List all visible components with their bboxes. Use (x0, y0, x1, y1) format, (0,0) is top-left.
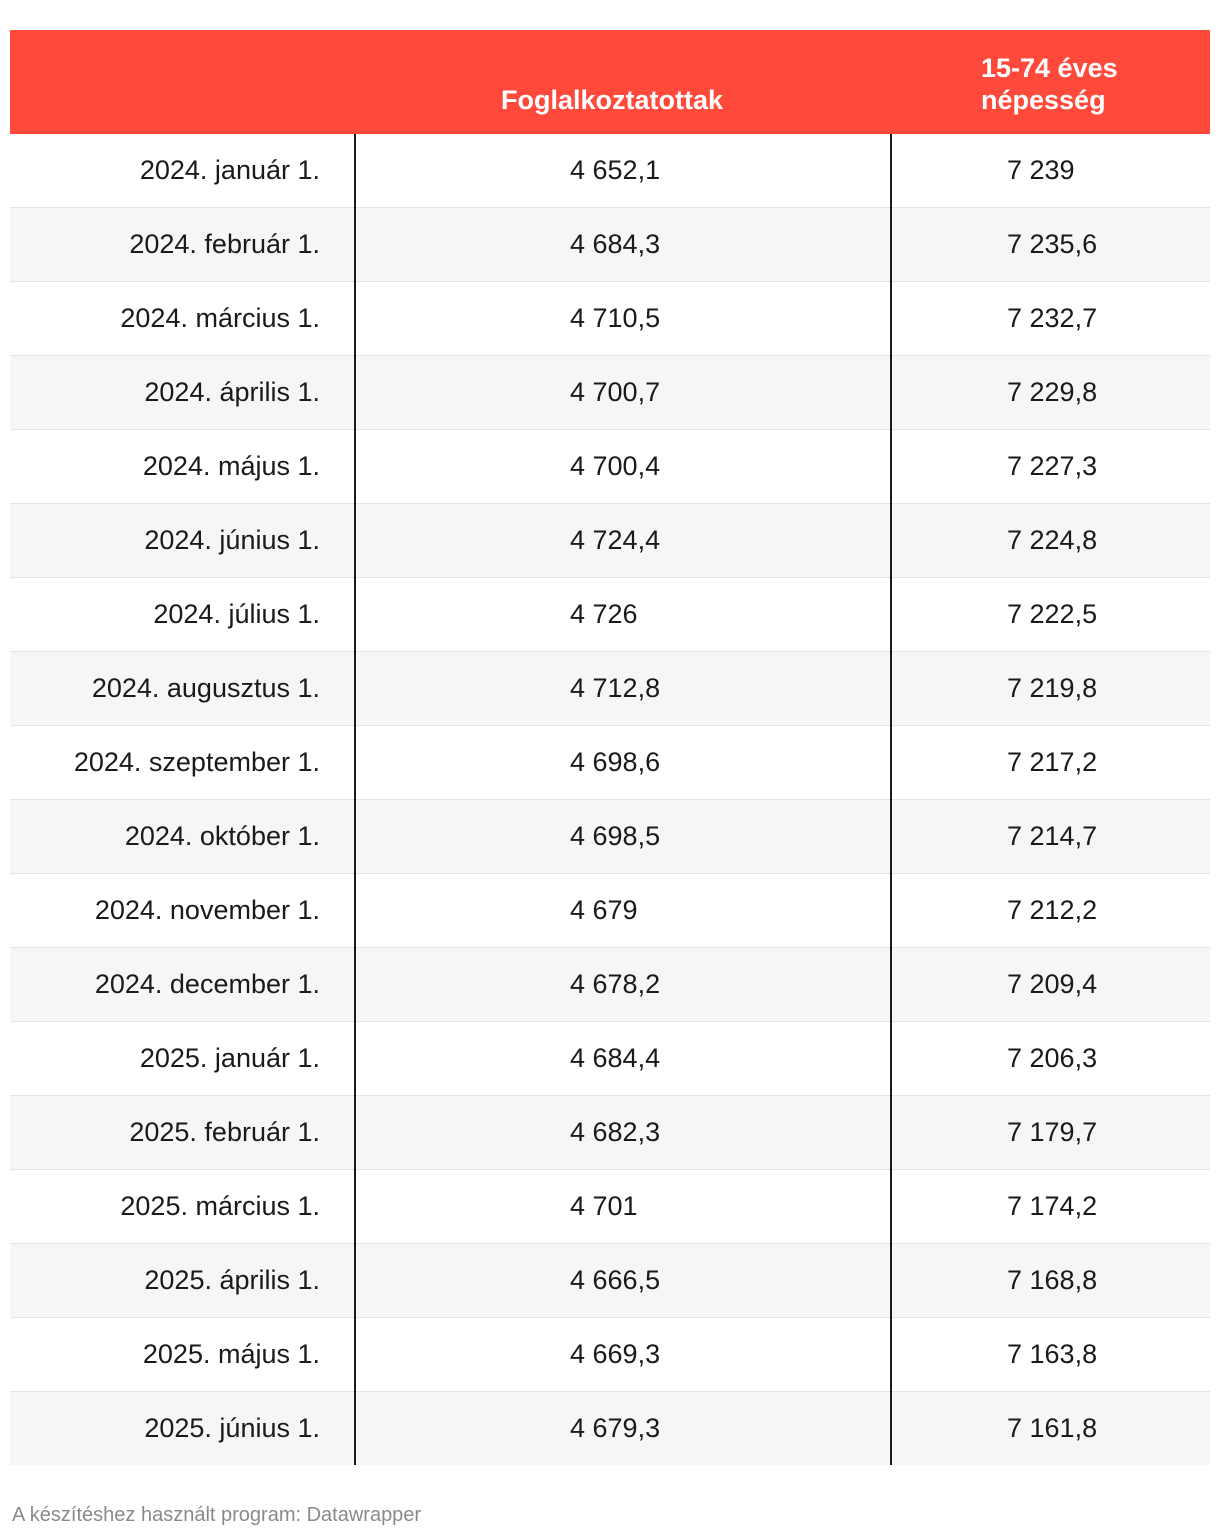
table-row (10, 1244, 1210, 1318)
row-employed-cell: 4 698,6 (355, 726, 891, 800)
table-row (10, 208, 1210, 282)
row-employed-cell: 4 700,4 (355, 430, 891, 504)
row-date-cell: 2025. május 1. (10, 1318, 355, 1392)
row-population-cell: 7 179,7 (891, 1096, 1210, 1170)
table-row (10, 1318, 1210, 1392)
row-date-cell: 2024. november 1. (10, 874, 355, 948)
row-date-cell: 2024. szeptember 1. (10, 726, 355, 800)
row-employed-cell: 4 712,8 (355, 652, 891, 726)
row-employed-cell: 4 724,4 (355, 504, 891, 578)
row-population-cell: 7 227,3 (891, 430, 1210, 504)
row-population-cell: 7 206,3 (891, 1022, 1210, 1096)
row-employed-cell: 4 679,3 (355, 1392, 891, 1466)
header-employed (355, 30, 891, 134)
table-row (10, 874, 1210, 948)
row-date-cell: 2024. december 1. (10, 948, 355, 1022)
header-employed-line-1: Foglalkoztatottak (501, 85, 724, 115)
row-date-cell: 2024. május 1. (10, 430, 355, 504)
row-employed-cell: 4 710,5 (355, 282, 891, 356)
data-table (10, 30, 1210, 1465)
row-employed-cell: 4 652,1 (355, 134, 891, 208)
table-row (10, 282, 1210, 356)
row-date-cell: 2025. június 1. (10, 1392, 355, 1466)
row-employed-cell: 4 666,5 (355, 1244, 891, 1318)
row-population-cell: 7 163,8 (891, 1318, 1210, 1392)
row-population-cell: 7 212,2 (891, 874, 1210, 948)
row-date-cell: 2024. július 1. (10, 578, 355, 652)
table-body (10, 134, 1210, 1465)
row-population-cell: 7 174,2 (891, 1170, 1210, 1244)
row-date-cell: 2024. január 1. (10, 134, 355, 208)
row-date-cell: 2024. augusztus 1. (10, 652, 355, 726)
row-employed-cell: 4 700,7 (355, 356, 891, 430)
header-population-line-2: népesség (981, 85, 1106, 115)
table-row (10, 430, 1210, 504)
table-header (10, 30, 1210, 134)
row-date-cell: 2024. április 1. (10, 356, 355, 430)
row-employed-cell: 4 698,5 (355, 800, 891, 874)
row-date-cell: 2025. április 1. (10, 1244, 355, 1318)
row-population-cell: 7 161,8 (891, 1392, 1210, 1466)
header-date (10, 30, 355, 134)
table-row (10, 356, 1210, 430)
row-population-cell: 7 222,5 (891, 578, 1210, 652)
table-row (10, 800, 1210, 874)
row-date-cell: 2024. február 1. (10, 208, 355, 282)
header-population (891, 30, 1210, 134)
row-date-cell: 2024. március 1. (10, 282, 355, 356)
header-row (10, 30, 1210, 134)
row-employed-cell: 4 682,3 (355, 1096, 891, 1170)
row-employed-cell: 4 669,3 (355, 1318, 891, 1392)
row-employed-cell: 4 678,2 (355, 948, 891, 1022)
row-date-cell: 2025. március 1. (10, 1170, 355, 1244)
row-population-cell: 7 219,8 (891, 652, 1210, 726)
row-population-cell: 7 229,8 (891, 356, 1210, 430)
table-row (10, 1022, 1210, 1096)
row-date-cell: 2024. október 1. (10, 800, 355, 874)
row-population-cell: 7 235,6 (891, 208, 1210, 282)
row-employed-cell: 4 701 (355, 1170, 891, 1244)
row-date-cell: 2024. június 1. (10, 504, 355, 578)
row-date-cell: 2025. január 1. (10, 1022, 355, 1096)
row-population-cell: 7 239 (891, 134, 1210, 208)
table-row (10, 1096, 1210, 1170)
table-row (10, 652, 1210, 726)
table-row (10, 726, 1210, 800)
row-employed-cell: 4 684,4 (355, 1022, 891, 1096)
table-row (10, 1392, 1210, 1466)
row-employed-cell: 4 679 (355, 874, 891, 948)
row-population-cell: 7 168,8 (891, 1244, 1210, 1318)
row-employed-cell: 4 684,3 (355, 208, 891, 282)
header-population-line-1: 15-74 éves (981, 53, 1118, 83)
row-employed-cell: 4 726 (355, 578, 891, 652)
credit-footer: A készítéshez használt program: Datawrapper (12, 1504, 422, 1526)
table-row (10, 578, 1210, 652)
row-population-cell: 7 214,7 (891, 800, 1210, 874)
table-row (10, 948, 1210, 1022)
row-population-cell: 7 224,8 (891, 504, 1210, 578)
row-population-cell: 7 217,2 (891, 726, 1210, 800)
table-row (10, 1170, 1210, 1244)
table-row (10, 504, 1210, 578)
data-table-container (10, 30, 1210, 1465)
row-population-cell: 7 209,4 (891, 948, 1210, 1022)
table-row (10, 134, 1210, 208)
row-population-cell: 7 232,7 (891, 282, 1210, 356)
row-date-cell: 2025. február 1. (10, 1096, 355, 1170)
